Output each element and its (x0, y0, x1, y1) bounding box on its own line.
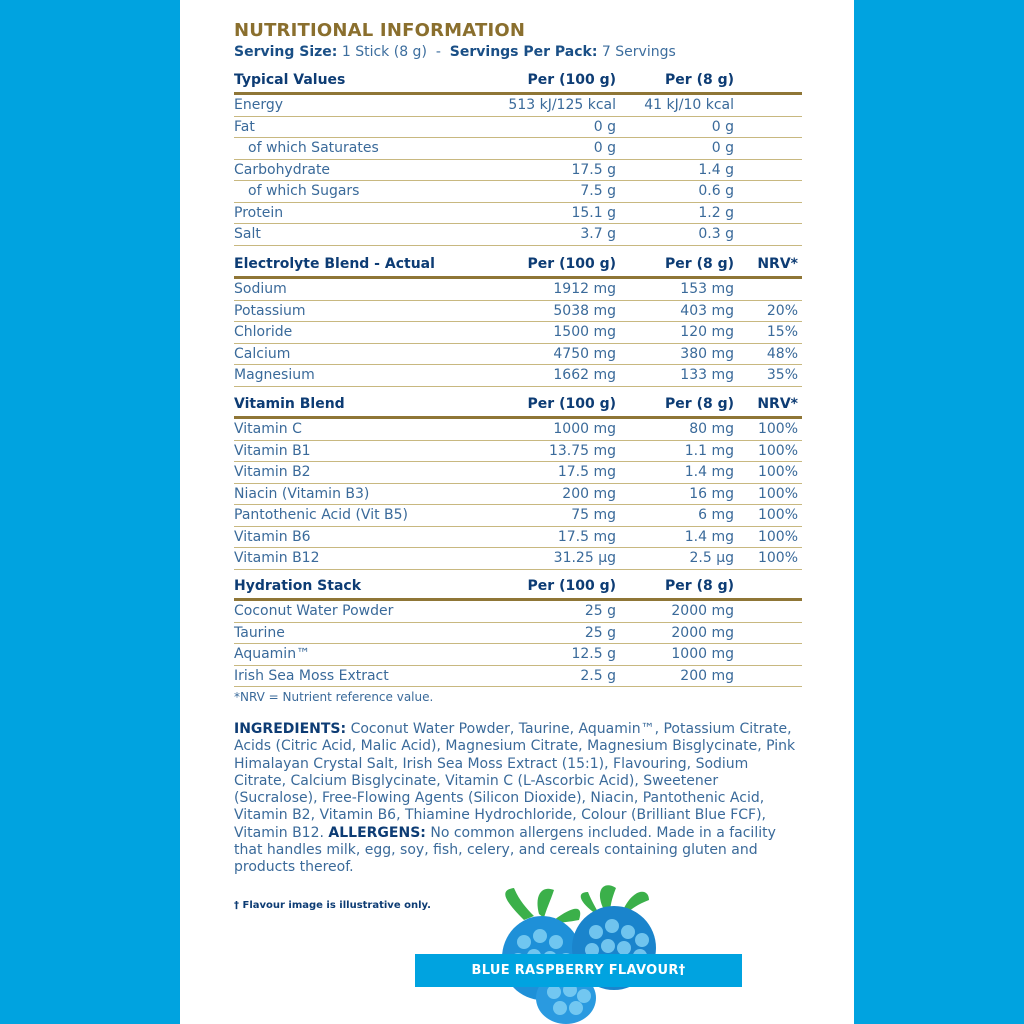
nutrient-name: Irish Sea Moss Extract (234, 667, 389, 684)
table-row (234, 138, 802, 160)
nutrient-value: 1000 mg (671, 646, 734, 663)
vitamin-blend-table (234, 392, 802, 570)
table-row (234, 527, 802, 549)
column-header: NRV* (757, 256, 798, 272)
table-header (234, 392, 802, 419)
nutrient-name: Energy (234, 97, 284, 114)
nutrient-value: 15.1 g (571, 204, 616, 221)
nutrient-name: of which Saturates (248, 140, 379, 157)
nutrient-value: 7.5 g (580, 183, 616, 200)
column-header: NRV* (757, 396, 798, 412)
nutrient-value: 100% (757, 421, 798, 438)
nutrient-value: 403 mg (680, 302, 734, 319)
table-row (234, 160, 802, 182)
flavour-banner: BLUE RASPBERRY FLAVOUR† (415, 954, 742, 987)
nutrient-name: of which Sugars (248, 183, 360, 200)
nutrient-value: 1.4 mg (684, 464, 734, 481)
servings-per-pack-label: Servings Per Pack: (449, 44, 598, 60)
nutrient-value: 41 kJ/10 kcal (644, 97, 734, 114)
nutrient-value: 100% (757, 464, 798, 481)
nutrient-name: Protein (234, 204, 284, 221)
nutrient-value: 0.3 g (698, 226, 734, 243)
nutrient-value: 35% (766, 367, 798, 384)
table-row (234, 601, 802, 623)
nutrient-value: 20% (766, 302, 798, 319)
blue-raspberry-icon (484, 880, 674, 1024)
nutrient-name: Calcium (234, 345, 291, 362)
table-header (234, 574, 802, 601)
label-panel (180, 0, 854, 1024)
table-row (234, 644, 802, 666)
nutrient-value: 100% (757, 528, 798, 545)
table-row (234, 279, 802, 301)
column-header: Per (8 g) (665, 396, 734, 412)
typical-values-table (234, 68, 802, 246)
column-header: Per (8 g) (665, 578, 734, 594)
table-row (234, 322, 802, 344)
table-row (234, 365, 802, 387)
page-title: NUTRITIONAL INFORMATION (234, 20, 526, 41)
column-header: Per (100 g) (527, 396, 616, 412)
hydration-stack-table (234, 574, 802, 687)
nutrient-name: Vitamin B12 (234, 550, 320, 567)
nutrient-value: 200 mg (562, 485, 616, 502)
table-row (234, 623, 802, 645)
nutrient-value: 80 mg (689, 421, 734, 438)
nutrient-name: Fat (234, 118, 255, 135)
nutrient-value: 100% (757, 550, 798, 567)
column-header: Electrolyte Blend - Actual (234, 256, 435, 272)
column-header: Vitamin Blend (234, 396, 345, 412)
column-header: Per (8 g) (665, 256, 734, 272)
nutrient-value: 1.4 g (698, 161, 734, 178)
table-row (234, 484, 802, 506)
nutrient-name: Magnesium (234, 367, 315, 384)
table-row (234, 203, 802, 225)
nutrient-value: 0 g (593, 118, 616, 135)
table-row (234, 666, 802, 688)
nutrient-value: 1500 mg (553, 324, 616, 341)
column-header: Per (8 g) (665, 72, 734, 88)
nutrient-value: 1912 mg (553, 281, 616, 298)
nutrient-value: 100% (757, 442, 798, 459)
nutrient-value: 1662 mg (553, 367, 616, 384)
nutrient-value: 1.2 g (698, 204, 734, 221)
nutrient-name: Vitamin B6 (234, 528, 311, 545)
serving-separator: - (435, 44, 441, 60)
nutrient-value: 0 g (593, 140, 616, 157)
nutrient-value: 100% (757, 507, 798, 524)
nutrient-value: 16 mg (689, 485, 734, 502)
serving-size-value: 1 Stick (8 g) (341, 44, 427, 60)
nutrient-value: 380 mg (680, 345, 734, 362)
nutrient-value: 0.6 g (698, 183, 734, 200)
table-row (234, 505, 802, 527)
table-row (234, 181, 802, 203)
table-row (234, 301, 802, 323)
nrv-footnote: *NRV = Nutrient reference value. (234, 690, 434, 704)
column-header: Per (100 g) (527, 72, 616, 88)
table-header (234, 68, 802, 95)
nutrient-name: Sodium (234, 281, 287, 298)
nutrient-name: Coconut Water Powder (234, 603, 394, 620)
nutrient-value: 200 mg (680, 667, 734, 684)
flavour-disclaimer: † Flavour image is illustrative only. (234, 900, 431, 911)
nutrient-value: 0 g (711, 140, 734, 157)
table-row (234, 462, 802, 484)
nutrient-value: 25 g (584, 603, 616, 620)
nutrient-value: 1000 mg (553, 421, 616, 438)
nutrient-value: 12.5 g (571, 646, 616, 663)
nutrient-name: Vitamin C (234, 421, 302, 438)
nutrient-value: 75 mg (571, 507, 616, 524)
nutrient-value: 17.5 mg (557, 528, 616, 545)
nutrient-value: 2000 mg (671, 603, 734, 620)
nutrient-name: Salt (234, 226, 261, 243)
electrolyte-blend-table (234, 252, 802, 387)
nutrient-value: 153 mg (680, 281, 734, 298)
table-header (234, 252, 802, 279)
table-row (234, 419, 802, 441)
nutrient-value: 2000 mg (671, 624, 734, 641)
nutrient-name: Chloride (234, 324, 293, 341)
table-row (234, 441, 802, 463)
nutrient-name: Vitamin B2 (234, 464, 311, 481)
ingredients-text (234, 721, 802, 877)
table-row (234, 95, 802, 117)
column-header: Per (100 g) (527, 578, 616, 594)
nutrient-name: Niacin (Vitamin B3) (234, 485, 370, 502)
column-header: Hydration Stack (234, 578, 361, 594)
nutrient-name: Aquamin™ (234, 646, 311, 663)
ingredients-label: INGREDIENTS: (234, 721, 347, 737)
table-row (234, 224, 802, 246)
serving-size-label: Serving Size: (234, 44, 338, 60)
nutrient-value: 25 g (584, 624, 616, 641)
allergens-text: No common allergens included. Made in a facility that handles milk, egg, soy, fish, celery, and cereals containing gluten and products thereof. (234, 824, 776, 876)
nutrient-name: Taurine (234, 624, 285, 641)
nutrient-value: 100% (757, 485, 798, 502)
nutrient-value: 48% (766, 345, 798, 362)
nutrient-value: 5038 mg (553, 302, 616, 319)
nutrient-value: 17.5 g (571, 161, 616, 178)
nutrient-value: 6 mg (698, 507, 734, 524)
table-row (234, 548, 802, 570)
nutrient-value: 4750 mg (553, 345, 616, 362)
servings-per-pack-value: 7 Servings (601, 44, 676, 60)
nutrient-value: 31.25 µg (553, 550, 616, 567)
ingredients-list: Coconut Water Powder, Taurine, Aquamin™, Potassium Citrate, Acids (Citric Acid, Malic Acid), Magnesium Citrate, Magnesium Bisglycinate, Pink Himalayan Crystal Salt, Irish Sea Moss Extract (15:1), Flavouring, Sodium Citrate, Calcium Bisglycinate, Vitamin C (L-Ascorbic Acid), Sweetener (Sucralose), Free-Flowing Agents (Silicon Dioxide), Niacin, Pantothenic Acid, Vitamin B2, Vitamin B6, Thiamine Hydrochloride, Colour (Brilliant Blue FCF), Vitamin B12. (234, 721, 796, 841)
table-row (234, 344, 802, 366)
column-header: Per (100 g) (527, 256, 616, 272)
nutrient-value: 3.7 g (580, 226, 616, 243)
nutrient-value: 133 mg (680, 367, 734, 384)
nutrient-name: Pantothenic Acid (Vit B5) (234, 507, 408, 524)
nutrient-value: 0 g (711, 118, 734, 135)
serving-info (234, 44, 676, 60)
table-row (234, 117, 802, 139)
nutrient-value: 15% (766, 324, 798, 341)
nutrient-value: 17.5 mg (557, 464, 616, 481)
nutrient-name: Potassium (234, 302, 306, 319)
nutrient-value: 13.75 mg (548, 442, 616, 459)
nutrient-value: 2.5 µg (689, 550, 734, 567)
nutrient-value: 513 kJ/125 kcal (508, 97, 616, 114)
nutrient-name: Vitamin B1 (234, 442, 311, 459)
nutrient-value: 120 mg (680, 324, 734, 341)
nutrient-value: 1.4 mg (684, 528, 734, 545)
column-header: Typical Values (234, 72, 346, 88)
nutrient-value: 2.5 g (580, 667, 616, 684)
allergens-label: ALLERGENS: (328, 824, 426, 841)
nutrient-name: Carbohydrate (234, 161, 331, 178)
nutrient-value: 1.1 mg (684, 442, 734, 459)
